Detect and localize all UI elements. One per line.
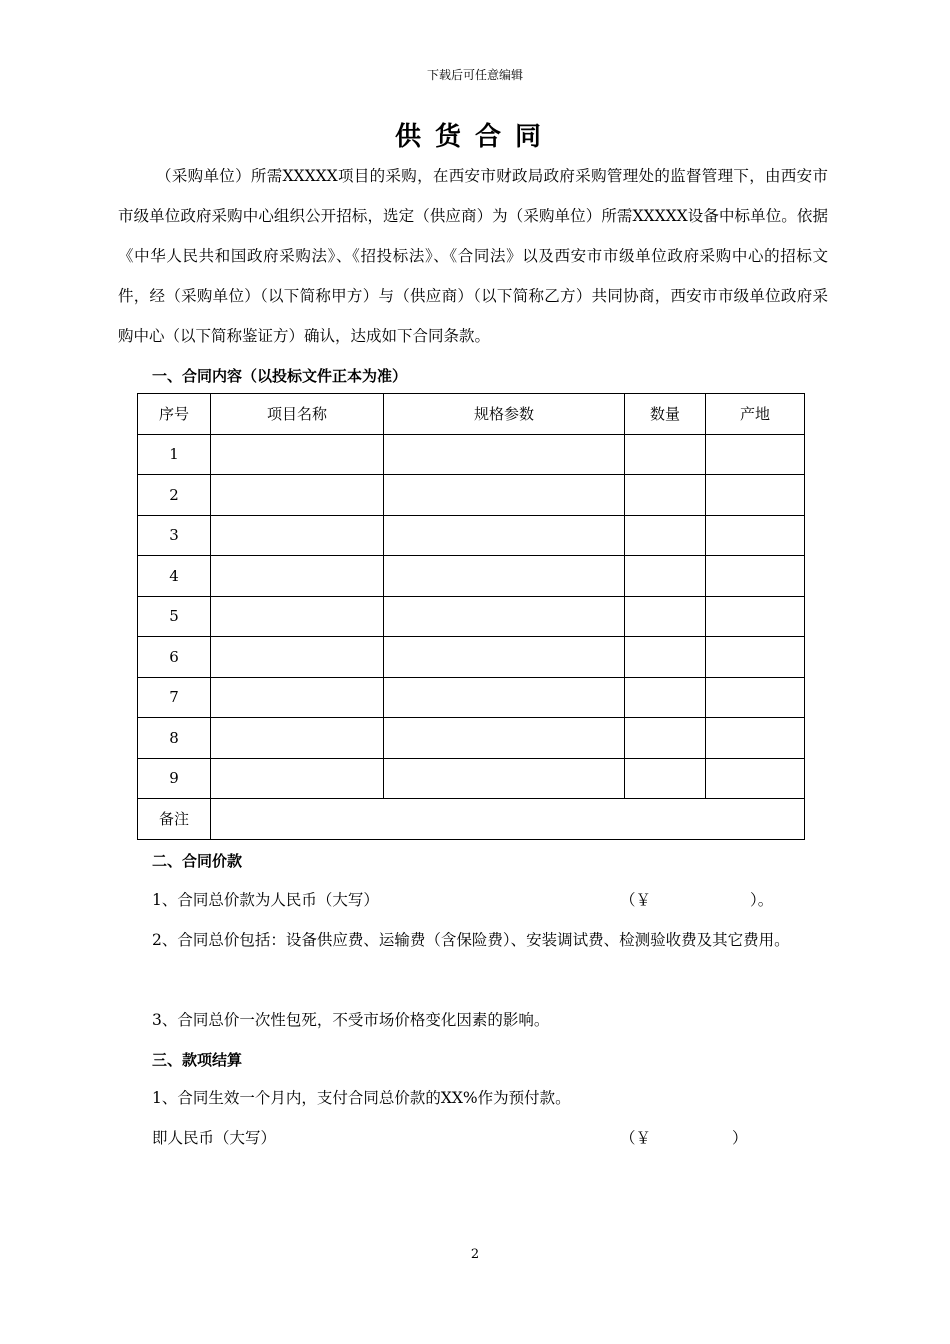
spec-cell[interactable] <box>384 475 625 516</box>
goods-table <box>137 393 805 840</box>
item-name-cell[interactable] <box>211 475 384 516</box>
table-row <box>138 677 805 718</box>
quantity-cell[interactable] <box>625 758 706 799</box>
quantity-cell[interactable] <box>625 556 706 597</box>
quantity-cell[interactable] <box>625 718 706 759</box>
intro-paragraph: （采购单位）所需XXXXX项目的采购，在西安市财政局政府采购管理处的监督管理下，由西安市市级单位政府采购中心组织公开招标，选定（供应商）为（采购单位）所需XXXXX设备中标单位。依据《中华人民共和国政府采购法》、《招投标法》、《合同法》以及西安市市级单位政府采购中心的招标文件，经（采购单位）（以下简称甲方）与（供应商）（以下简称乙方）共同协商，西安市市级单位政府采购中心（以下简称鉴证方）确认，达成如下合同条款。 <box>118 167 828 345</box>
quantity-cell[interactable] <box>625 637 706 678</box>
item-name-cell[interactable] <box>211 596 384 637</box>
origin-cell[interactable] <box>706 677 805 718</box>
quantity-cell[interactable] <box>625 475 706 516</box>
quantity-cell[interactable] <box>625 515 706 556</box>
settlement-line-1: 1、合同生效一个月内，支付合同总价款的XX%作为预付款。 <box>152 1089 571 1107</box>
section-heading-contents: 一、合同内容（以投标文件正本为准） <box>152 367 408 385</box>
item-name-cell[interactable] <box>211 677 384 718</box>
row-index: 2 <box>138 475 211 516</box>
table-row <box>138 515 805 556</box>
spec-cell[interactable] <box>384 637 625 678</box>
document-title: 供货合同 <box>394 122 555 152</box>
row-index: 7 <box>138 677 211 718</box>
header-note: 下载后可任意编辑 <box>426 68 523 82</box>
row-index: 5 <box>138 596 211 637</box>
row-index: 6 <box>138 637 211 678</box>
settlement-line-2 <box>118 1118 828 1158</box>
page-number: 2 <box>470 1247 480 1262</box>
origin-cell[interactable] <box>706 718 805 759</box>
origin-cell[interactable] <box>706 434 805 475</box>
item-name-cell[interactable] <box>211 515 384 556</box>
price-line-1 <box>118 880 828 920</box>
col-header-quantity: 数量 <box>625 394 706 435</box>
row-index: 9 <box>138 758 211 799</box>
settlement-amount-open: （￥ <box>620 1129 652 1147</box>
section-heading-price: 二、合同价款 <box>152 852 243 870</box>
price-total-label: 1、合同总价款为人民币（大写） <box>152 891 379 909</box>
settlement-amount-close: ） <box>732 1129 748 1147</box>
spec-cell[interactable] <box>384 596 625 637</box>
spec-cell[interactable] <box>384 718 625 759</box>
col-header-index: 序号 <box>138 394 211 435</box>
spec-cell[interactable] <box>384 556 625 597</box>
quantity-cell[interactable] <box>625 434 706 475</box>
price-line-3: 3、合同总价一次性包死，不受市场价格变化因素的影响。 <box>152 1011 550 1029</box>
remark-row <box>138 799 805 840</box>
table-row <box>138 718 805 759</box>
col-header-spec: 规格参数 <box>384 394 625 435</box>
settlement-amount-label: 即人民币（大写） <box>152 1129 277 1147</box>
origin-cell[interactable] <box>706 758 805 799</box>
origin-cell[interactable] <box>706 637 805 678</box>
quantity-cell[interactable] <box>625 677 706 718</box>
col-header-origin: 产地 <box>706 394 805 435</box>
origin-cell[interactable] <box>706 515 805 556</box>
table-row <box>138 637 805 678</box>
item-name-cell[interactable] <box>211 758 384 799</box>
origin-cell[interactable] <box>706 475 805 516</box>
spec-cell[interactable] <box>384 434 625 475</box>
remark-label: 备注 <box>138 799 211 840</box>
item-name-cell[interactable] <box>211 556 384 597</box>
table-row <box>138 556 805 597</box>
table-row <box>138 596 805 637</box>
item-name-cell[interactable] <box>211 637 384 678</box>
origin-cell[interactable] <box>706 596 805 637</box>
table-header-row <box>138 394 805 435</box>
row-index: 1 <box>138 434 211 475</box>
table-row <box>138 475 805 516</box>
section-heading-settlement: 三、款项结算 <box>152 1051 243 1069</box>
table-row <box>138 434 805 475</box>
quantity-cell[interactable] <box>625 596 706 637</box>
price-total-amount-close: ）。 <box>750 891 774 909</box>
col-header-item-name: 项目名称 <box>211 394 384 435</box>
price-total-amount-open: （￥ <box>620 891 652 909</box>
row-index: 3 <box>138 515 211 556</box>
origin-cell[interactable] <box>706 556 805 597</box>
spec-cell[interactable] <box>384 758 625 799</box>
item-name-cell[interactable] <box>211 434 384 475</box>
spec-cell[interactable] <box>384 677 625 718</box>
remark-cell[interactable] <box>211 799 805 840</box>
table-row <box>138 758 805 799</box>
price-line-2: 2、合同总价包括：设备供应费、运输费（含保险费）、安装调试费、检测验收费及其它费用。 <box>152 931 790 949</box>
row-index: 4 <box>138 556 211 597</box>
spec-cell[interactable] <box>384 515 625 556</box>
row-index: 8 <box>138 718 211 759</box>
item-name-cell[interactable] <box>211 718 384 759</box>
